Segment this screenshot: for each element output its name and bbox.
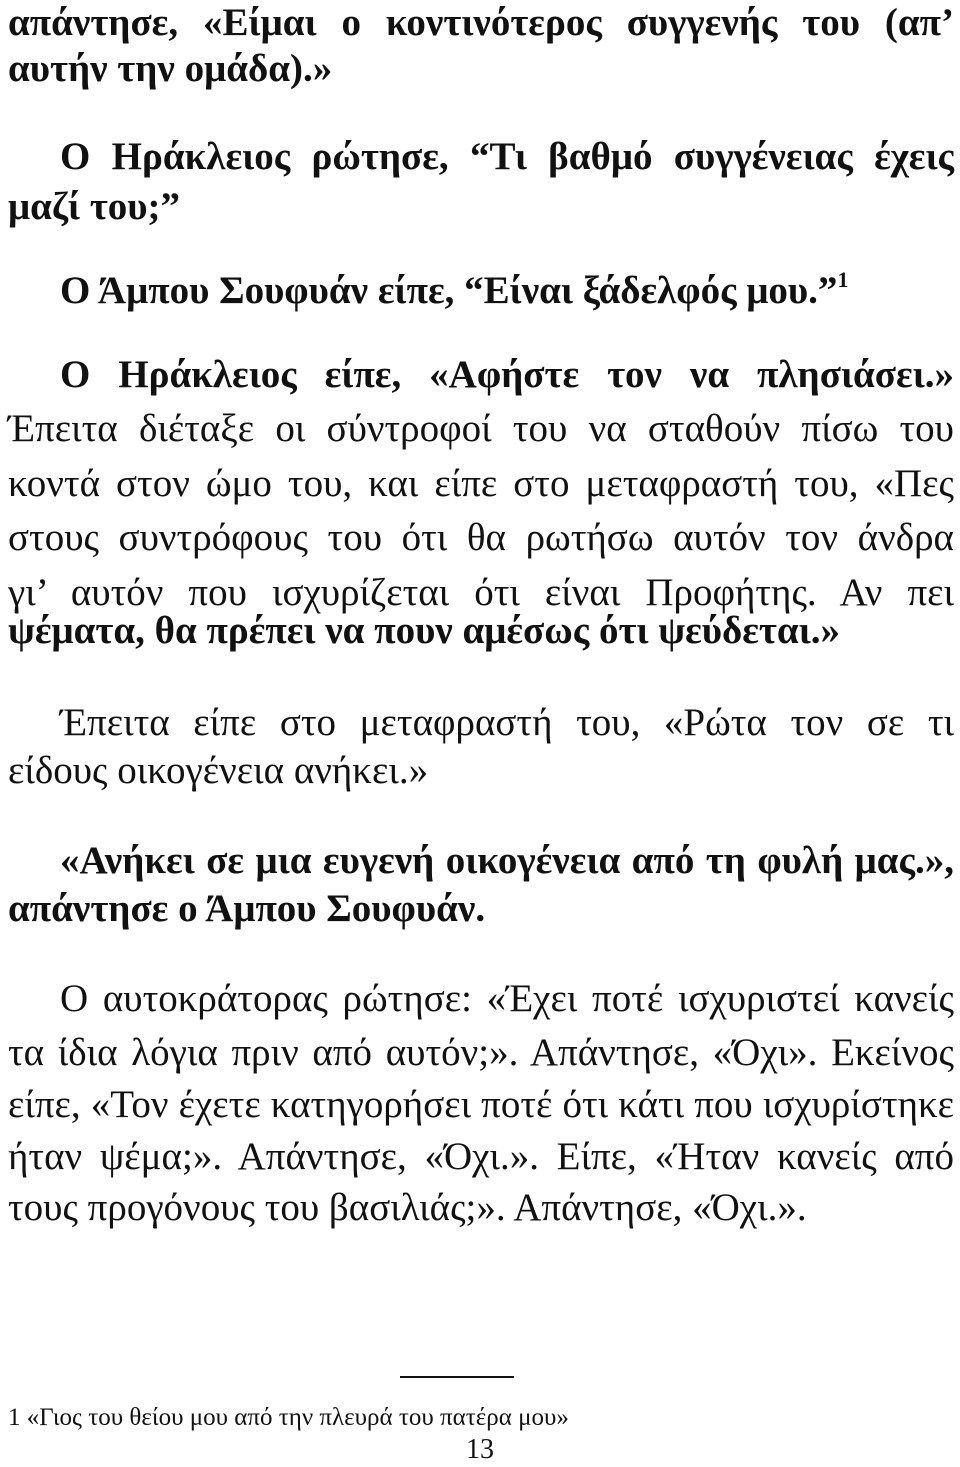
- text-line: Ο αυτοκράτορας ρώτησε: «Έχει ποτέ ισχυριστεί κανείς: [60, 977, 954, 1020]
- footnote: [8, 1403, 569, 1433]
- text-line: απάντησε ο Άμπου Σουφυάν.: [8, 887, 486, 930]
- text-line: αυτήν την ομάδα).»: [8, 47, 333, 90]
- text-line-with-footnote: [60, 268, 954, 314]
- text-line: ήταν ψέμα;». Απάντησε, «Όχι.». Είπε, «Ήταν κανείς από: [8, 1135, 954, 1178]
- text-line: Ο Ηράκλειος ρώτησε, “Τι βαθμό συγγένειας έχεις: [60, 135, 954, 178]
- text-line: στους συντρόφους του ότι θα ρωτήσω αυτόν τον άνδρα: [8, 516, 954, 559]
- text-line: απάντησε, «Είμαι ο κοντινότερος συγγενής του (απ’: [8, 1, 954, 44]
- footnote-divider: [400, 1376, 514, 1378]
- text-line: Ο Ηράκλειος είπε, «Αφήστε τον να πλησιάσει.»: [60, 353, 954, 396]
- footnote-number: 1: [8, 1404, 21, 1431]
- page-number: 13: [466, 1434, 494, 1465]
- footnote-text: «Γιος του θείου μου από την πλευρά του πατέρα μου»: [26, 1404, 569, 1431]
- text-line: είπε, «Τον έχετε κατηγορήσει ποτέ ότι κάτι που ισχυρίστηκε: [8, 1083, 954, 1126]
- text-line: κοντά στον ώμο του, και είπε στο μεταφραστή του, «Πες: [8, 462, 954, 505]
- text-line: Έπειτα είπε στο μεταφραστή του, «Ρώτα τον σε τι: [60, 701, 954, 744]
- text-span: Ο Άμπου Σουφυάν είπε, “Είναι ξάδελφός μου.”: [60, 269, 838, 312]
- text-line: γι’ αυτόν που ισχυρίζεται ότι είναι Προφήτης. Αν πει: [8, 571, 954, 614]
- text-line: τους προγόνους του βασιλιάς;». Απάντησε, «Όχι.».: [8, 1186, 807, 1229]
- text-line: Έπειτα διέταξε οι σύντροφοί του να σταθούν πίσω του: [8, 407, 954, 450]
- footnote-reference: 1: [837, 267, 849, 292]
- text-line: ψέματα, θα πρέπει να πουν αμέσως ότι ψεύδεται.»: [8, 609, 840, 652]
- text-line: «Ανήκει σε μια ευγενή οικογένεια από τη φυλή μας.»,: [60, 839, 954, 882]
- text-line: είδους οικογένεια ανήκει.»: [8, 749, 429, 792]
- text-line: τα ίδια λόγια πριν από αυτόν;». Απάντησε, «Όχι». Εκείνος: [8, 1031, 954, 1074]
- text-line: μαζί του;”: [8, 185, 181, 228]
